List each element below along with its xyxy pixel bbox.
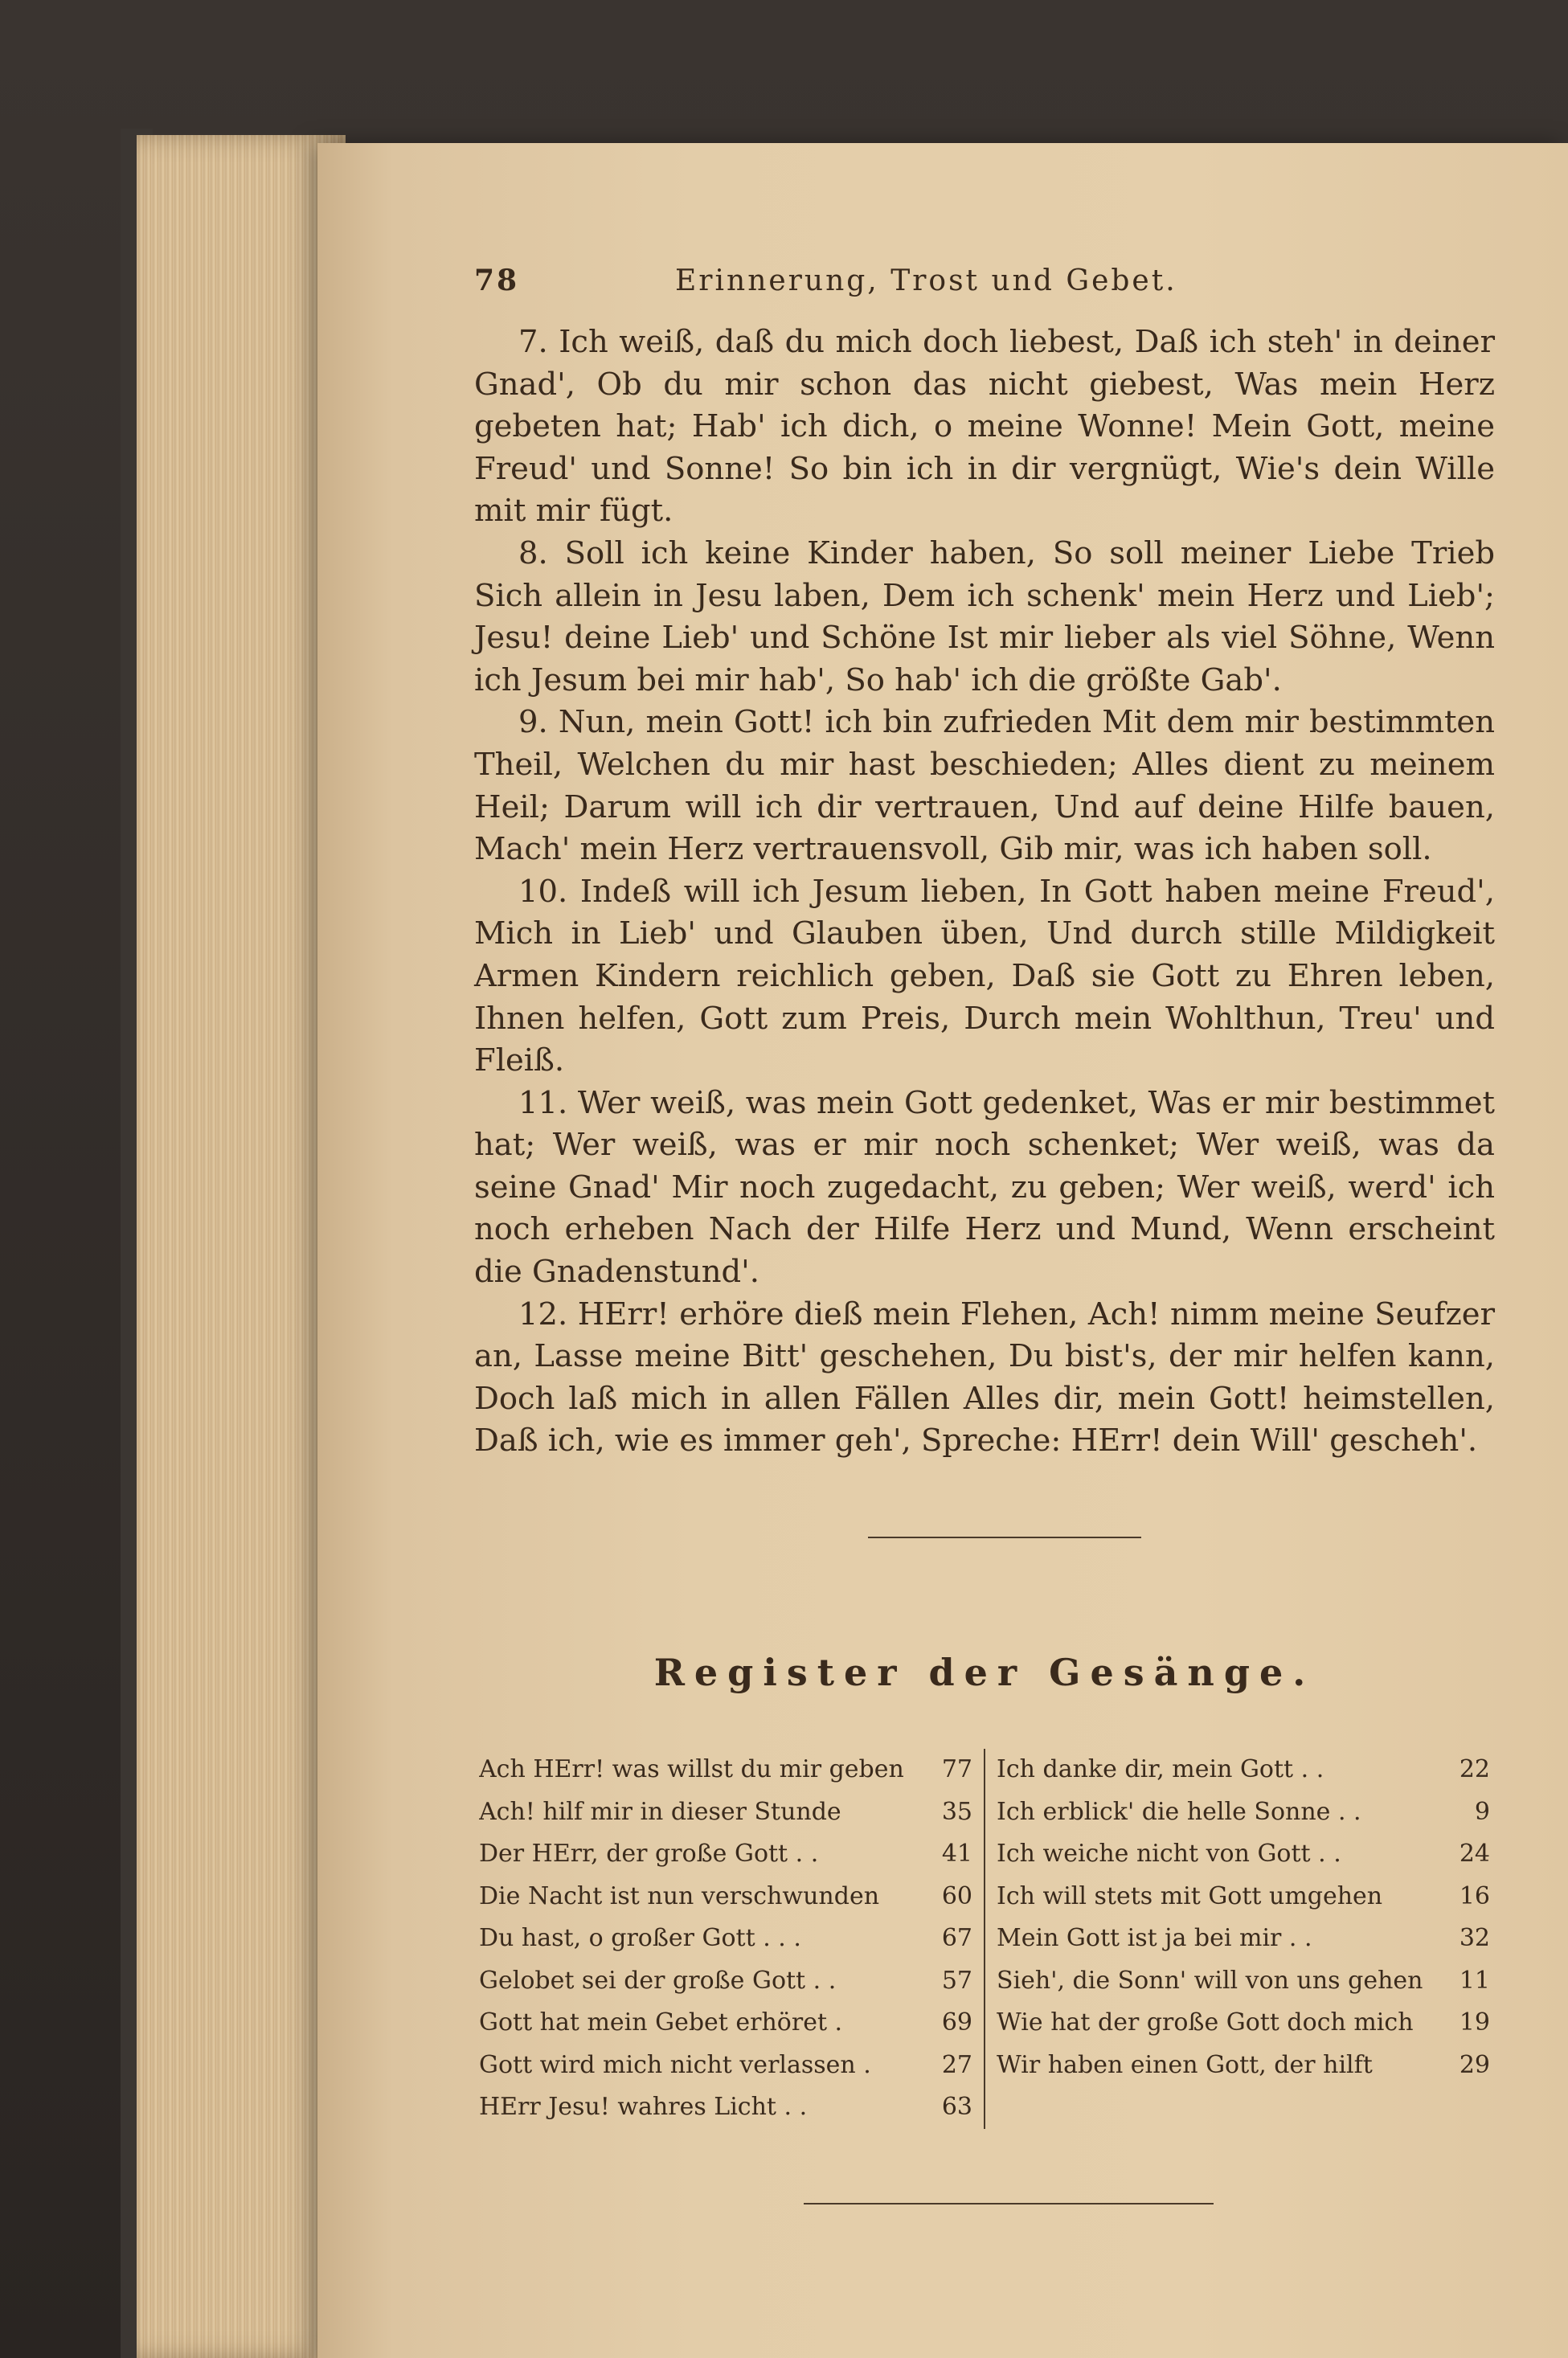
register-entry-page: 16 bbox=[1459, 1881, 1490, 1910]
register-entry-title: Gelobet sei der große Gott . . bbox=[479, 1966, 837, 1995]
register-entry bbox=[479, 1833, 972, 1876]
page-number: 78 bbox=[474, 264, 520, 297]
register-entry-page: 35 bbox=[941, 1797, 972, 1826]
register-entry-page: 57 bbox=[941, 1966, 972, 1995]
register-entry bbox=[479, 1960, 972, 2003]
register-entry-page: 77 bbox=[941, 1755, 972, 1784]
register-title: Register der Gesänge. bbox=[653, 1651, 1316, 1695]
book-page bbox=[317, 143, 1568, 2358]
register-entry bbox=[479, 2086, 972, 2129]
register-entry-title: Gott hat mein Gebet erhöret . bbox=[479, 2008, 843, 2037]
register-entry-title: Wir haben einen Gott, der hilft bbox=[997, 2050, 1373, 2079]
verse-9: 9. Nun, mein Gott! ich bin zufrieden Mit dem mir bestimmten Theil, Welchen du mir hast beschieden; Alles dient zu meinem Heil; Darum will ich dir vertrauen, Und auf deine Hilfe bauen, Mach' mein Herz vertrauensvoll, Gib mir, was ich haben soll. bbox=[474, 704, 1495, 868]
closing-rule bbox=[804, 2203, 1214, 2204]
register-entry-title: Ach! hilf mir in dieser Stunde bbox=[479, 1797, 841, 1826]
page-stack-edge bbox=[137, 135, 346, 2358]
register-entry bbox=[997, 1791, 1490, 1834]
verse-11: 11. Wer weiß, was mein Gott gedenket, Was er mir bestimmet hat; Wer weiß, was er mir noch schenket; Wer weiß, was da seine Gnad' Mir noch zugedacht, zu geben; Wer weiß, werd' ich noch erheben Nach der Hilfe Herz und Mund, Wenn erscheint die Gnadenstund'. bbox=[474, 1084, 1495, 1291]
register-entry-title: HErr Jesu! wahres Licht . . bbox=[479, 2093, 808, 2122]
register-entry-page: 24 bbox=[1459, 1840, 1490, 1869]
register-entry-page: 63 bbox=[941, 2093, 972, 2122]
register-entry-title: Du hast, o großer Gott . . . bbox=[479, 1924, 801, 1953]
register-entry bbox=[479, 2045, 972, 2087]
register-entry-page: 32 bbox=[1459, 1924, 1490, 1953]
register-entry-page: 11 bbox=[1459, 1966, 1490, 1995]
register-entry-title: Ach HErr! was willst du mir geben bbox=[479, 1755, 904, 1784]
register-entry-title: Mein Gott ist ja bei mir . . bbox=[997, 1924, 1312, 1953]
register-entry bbox=[997, 2002, 1490, 2045]
register-entry-page: 22 bbox=[1459, 1755, 1490, 1784]
page-content bbox=[474, 264, 1495, 2204]
register-entry bbox=[479, 1918, 972, 1960]
running-title: Erinnerung, Trost und Gebet. bbox=[675, 264, 1177, 297]
verse-8: 8. Soll ich keine Kinder haben, So soll meiner Liebe Trieb Sich allein in Jesu laben, Dem ich schenk' mein Herz und Lieb'; Jesu! deine Lieb' und Schöne Ist mir lieber als viel Söhne, Wenn ich Jesum bei mir hab', So hab' ich die größte Gab'. bbox=[474, 534, 1495, 698]
register-entry-page: 69 bbox=[941, 2008, 972, 2037]
register-entry bbox=[997, 1918, 1490, 1960]
section-divider bbox=[868, 1537, 1141, 1538]
register-entry-page: 60 bbox=[941, 1881, 972, 1910]
register-entry-title: Ich will stets mit Gott umgehen bbox=[997, 1881, 1383, 1910]
register-entry-title: Der HErr, der große Gott . . bbox=[479, 1840, 819, 1869]
register-entry bbox=[997, 1960, 1490, 2003]
verse-7: 7. Ich weiß, daß du mich doch liebest, Daß ich steh' in deiner Gnad', Ob du mir schon das nicht giebest, Was mein Herz gebeten hat; Hab' ich dich, o meine Wonne! Mein Gott, meine Freud' und Sonne! So bin ich in dir vergnügt, Wie's dein Wille mit mir fügt. bbox=[474, 324, 1495, 530]
register-entry-title: Ich danke dir, mein Gott . . bbox=[997, 1755, 1324, 1784]
register-entry bbox=[479, 1791, 972, 1834]
register-entry-page: 29 bbox=[1459, 2050, 1490, 2079]
register-entry-title: Gott wird mich nicht verlassen . bbox=[479, 2050, 871, 2079]
register-entry bbox=[997, 1749, 1490, 1791]
register-entry-page: 19 bbox=[1459, 2008, 1490, 2037]
register-table bbox=[474, 1749, 1495, 2129]
register-entry-title: Sieh', die Sonn' will von uns gehen bbox=[997, 1966, 1423, 1995]
register-entry bbox=[479, 1876, 972, 1918]
register-entry-title: Wie hat der große Gott doch mich bbox=[997, 2008, 1414, 2037]
register-entry-page: 9 bbox=[1474, 1797, 1490, 1826]
register-column-left bbox=[474, 1749, 985, 2129]
register-entry bbox=[479, 2002, 972, 2045]
register-entry-page: 67 bbox=[941, 1924, 972, 1953]
register-entry-title: Ich weiche nicht von Gott . . bbox=[997, 1840, 1341, 1869]
running-head bbox=[474, 264, 1495, 321]
register-entry bbox=[997, 2045, 1490, 2087]
hymn-verses bbox=[474, 321, 1495, 1463]
register-entry bbox=[997, 1833, 1490, 1876]
register-entry-page: 41 bbox=[941, 1840, 972, 1869]
register-column-right bbox=[985, 1749, 1495, 2129]
register-entry-title: Ich erblick' die helle Sonne . . bbox=[997, 1797, 1361, 1826]
register-entry bbox=[479, 1749, 972, 1791]
register-entry-page: 27 bbox=[941, 2050, 972, 2079]
verse-12: 12. HErr! erhöre dieß mein Flehen, Ach! nimm meine Seufzer an, Lasse meine Bitt' geschehen, Du bist's, der mir helfen kann, Doch laß mich in allen Fällen Alles dir, mein Gott! heimstellen, Daß ich, wie es immer geh', Spreche: HErr! dein Will' gescheh'. bbox=[474, 1296, 1495, 1459]
register-entry bbox=[997, 1876, 1490, 1918]
verse-10: 10. Indeß will ich Jesum lieben, In Gott haben meine Freud', Mich in Lieb' und Glauben üben, Und durch stille Mildigkeit Armen Kindern reichlich geben, Daß sie Gott zu Ehren leben, Ihnen helfen, Gott zum Preis, Durch mein Wohlthun, Treu' und Fleiß. bbox=[474, 873, 1495, 1079]
register-entry-title: Die Nacht ist nun verschwunden bbox=[479, 1881, 880, 1910]
